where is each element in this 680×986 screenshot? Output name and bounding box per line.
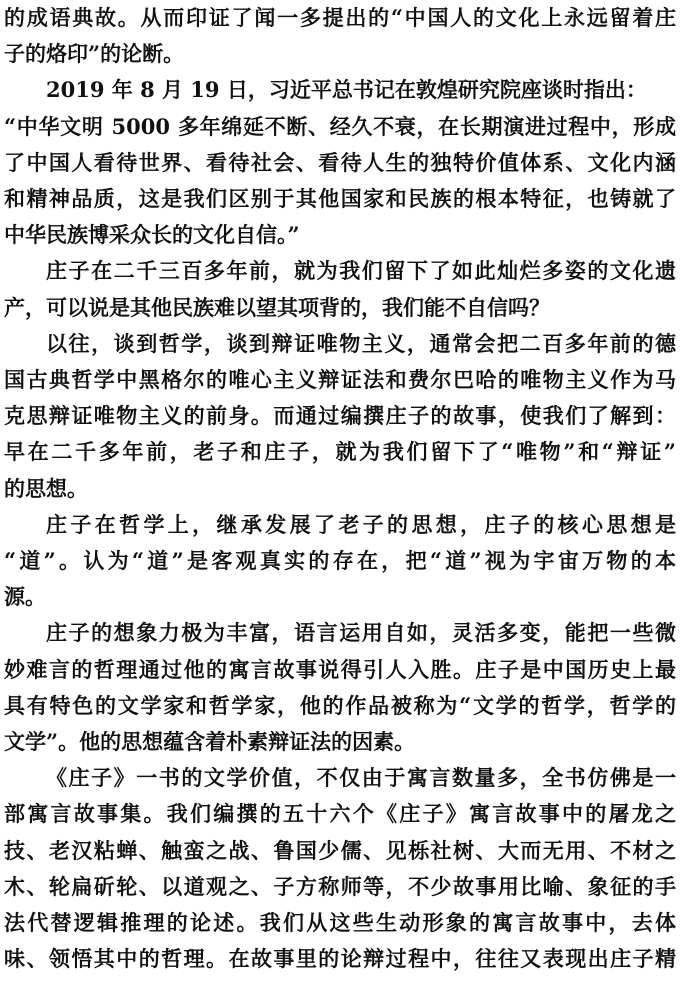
text-line: 庄子在哲学上，继承发展了老子的思想，庄子的核心思想是 xyxy=(46,511,676,537)
text-line: 部寓言故事集。我们编撰的五十六个《庄子》寓言故事中的屠龙之 xyxy=(4,801,676,827)
text-line: 产，可以说是其他民族难以望其项背的，我们能不自信吗？ xyxy=(4,294,550,320)
text-line: “道”。认为“道”是客观真实的存在，把“道”视为宇宙万物的本 xyxy=(4,548,676,573)
text-line: 中华民族博采众长的文化自信。” xyxy=(4,222,300,248)
text-line: 源。 xyxy=(4,584,46,610)
text-line: 的思想。 xyxy=(4,475,88,501)
text-line: 具有特色的文学家和哲学家，他的作品被称为“文学的哲学，哲学的 xyxy=(4,692,676,718)
text-line: 克思辩证唯物主义的前身。而通过编撰庄子的故事，使我们了解到： xyxy=(4,403,676,429)
text-line: 子的烙印”的论断。 xyxy=(4,41,185,67)
text-line: 味、领悟其中的哲理。在故事里的论辩过程中，往往又表现出庄子精 xyxy=(4,946,676,972)
text-line: 文学”。他的思想蕴含着朴素辩证法的因素。 xyxy=(4,729,416,754)
text-line: 以往，谈到哲学，谈到辩证唯物主义，通常会把二百多年前的德 xyxy=(46,330,676,356)
text-line: 庄子的想象力极为丰富，语言运用自如，灵活多变，能把一些微 xyxy=(46,620,676,646)
text-line: “中华文明 5000 多年绵延不断、经久不衰，在长期演进过程中，形成 xyxy=(4,113,676,139)
text-line: 2019 年 8 月 19 日，习近平总书记在敦煌研究院座谈时指出： xyxy=(46,77,647,103)
text-line: 庄子在二千三百多年前，就为我们留下了如此灿烂多姿的文化遗 xyxy=(46,258,676,284)
text-line: 的成语典故。从而印证了闻一多提出的“中国人的文化上永远留着庄 xyxy=(4,5,676,30)
text-line: 法代替逻辑推理的论述。我们从这些生动形象的寓言故事中，去体 xyxy=(4,910,676,935)
text-line: 技、老汉粘蝉、触蛮之战、鲁国少儒、见栎社树、大而无用、不材之 xyxy=(4,837,676,863)
text-line: 国古典哲学中黑格尔的唯心主义辩证法和费尔巴哈的唯物主义作为马 xyxy=(4,367,676,392)
text-line: 《庄子》一书的文学价值，不仅由于寓言数量多，全书仿佛是一 xyxy=(46,765,676,791)
text-line: 和精神品质，这是我们区别于其他国家和民族的根本特征，也铸就了 xyxy=(4,186,676,211)
text-line: 了中国人看待世界、看待社会、看待人生的独特价值体系、文化内涵 xyxy=(4,149,676,175)
text-line: 早在二千多年前，老子和庄子，就为我们留下了“唯物”和“辩证” xyxy=(4,439,676,465)
text-line: 木、轮扁斫轮、以道观之、子方称师等，不少故事用比喻、象征的手 xyxy=(4,873,676,899)
text-line: 妙难言的哲理通过他的寓言故事说得引人入胜。庄子是中国历史上最 xyxy=(4,656,676,682)
